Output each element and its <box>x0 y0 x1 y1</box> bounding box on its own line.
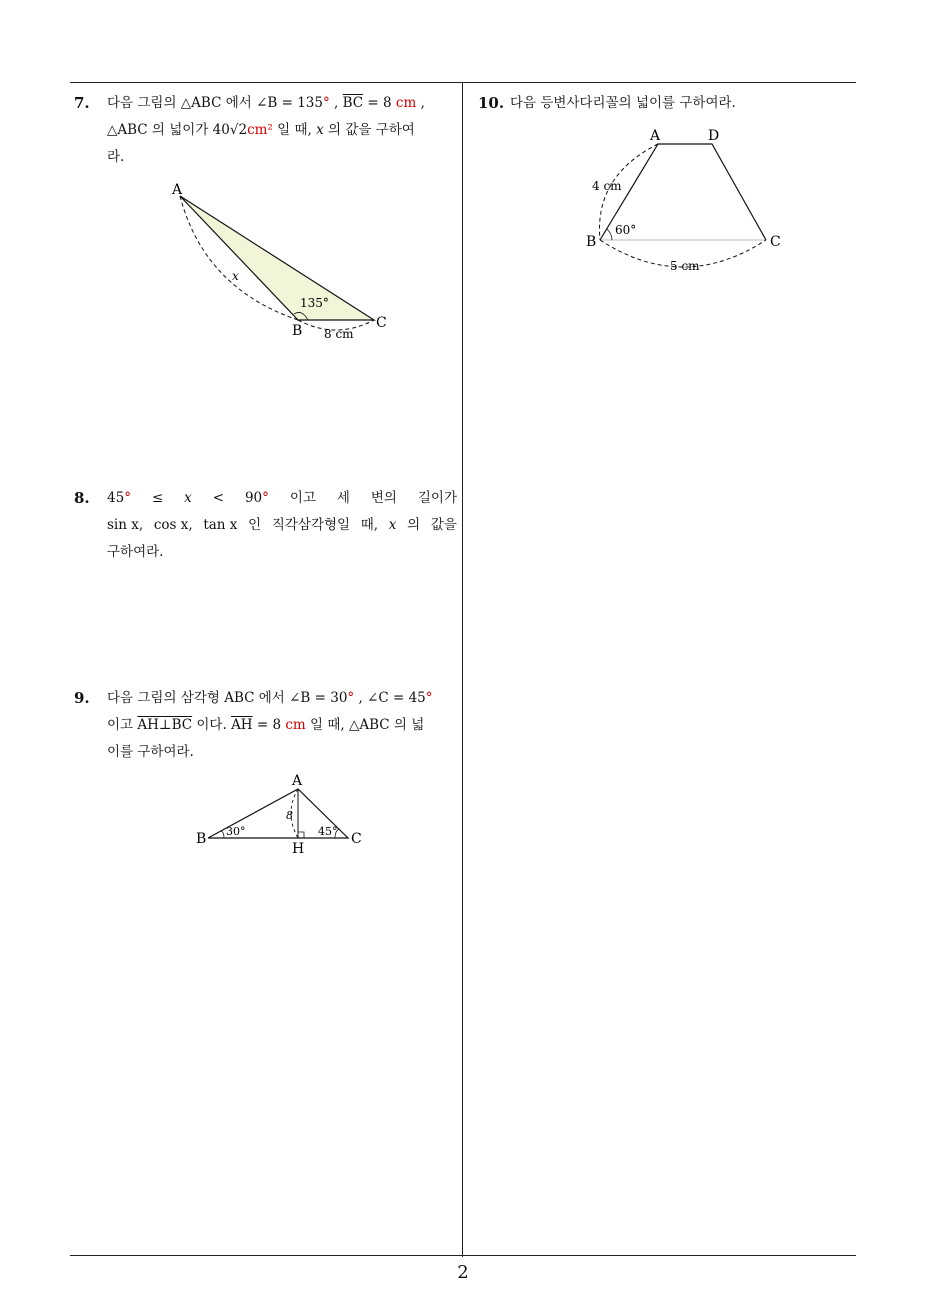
problem-text: 다음 등변사다리꼴의 넓이를 구하여라. <box>510 95 736 111</box>
label-d: D <box>708 128 720 144</box>
problem-line: 구하여라. <box>107 544 164 560</box>
problem-number: 9. <box>74 689 90 707</box>
triangle-figure-9 <box>194 773 374 855</box>
angle-label: 60° <box>615 223 637 237</box>
label-a: A <box>292 773 303 789</box>
triangle-figure-7 <box>164 178 394 348</box>
label-a: A <box>172 182 183 198</box>
problem-number: 8. <box>74 489 90 507</box>
angle-b-label: 30° <box>226 825 246 838</box>
side-x-label: x <box>232 269 239 283</box>
problem-line: 다음 그림의 △ABC 에서 ∠B = 135° , $\overline{BC} = 8$ cm , <box>107 95 425 111</box>
problem-line: 이고 AH⊥BC 이다. $\overline{AH} = 8$ cm 일 때, △ABC 의 넓 <box>107 717 425 733</box>
problem-text <box>107 485 457 566</box>
label-b: B <box>196 831 207 847</box>
problem-10 <box>478 90 848 290</box>
problem-line: △ABC 의 넓이가 40√2cm² 일 때, x 의 값을 구하여 <box>107 122 415 138</box>
problem-line: 이를 구하여라. <box>107 744 194 760</box>
height-label: 8 <box>286 809 293 822</box>
side-bc-label: 8 cm <box>324 327 354 341</box>
problem-text <box>107 685 457 766</box>
trapezoid-figure-10 <box>578 126 798 276</box>
problem-number: 10. <box>478 94 505 112</box>
label-c: C <box>376 315 387 331</box>
label-b: B <box>586 234 597 250</box>
problem-text <box>107 90 457 171</box>
page-number: 2 <box>457 1262 469 1283</box>
label-c: C <box>770 234 781 250</box>
problem-line: sin x, cos x, tan x 인 직각삼각형일 때, x 의 값을 <box>107 517 457 533</box>
problem-line: 라. <box>107 149 125 165</box>
triangle-abc <box>180 196 374 320</box>
label-b: B <box>292 323 303 339</box>
problem-number: 7. <box>74 94 90 112</box>
right-angle-mark <box>298 832 304 838</box>
angle-mark <box>607 229 612 240</box>
side-bc-label: 5 cm <box>670 259 700 273</box>
problem-8 <box>74 485 458 585</box>
column-divider <box>462 82 463 1257</box>
angle-mark-b <box>221 831 224 838</box>
label-c: C <box>351 831 362 847</box>
top-rule <box>70 82 856 83</box>
side-ab-label: 4 cm <box>592 179 622 193</box>
label-h: H <box>292 841 305 855</box>
angle-label: 135° <box>300 296 329 310</box>
bottom-rule <box>70 1255 856 1256</box>
problem-7 <box>74 90 458 450</box>
problem-9 <box>74 685 458 865</box>
problem-line: 다음 그림의 삼각형 ABC 에서 ∠B = 30° , ∠C = 45° <box>107 690 433 706</box>
problem-line: 45° ≤ x < 90° 이고 세 변의 길이가 <box>107 490 457 506</box>
label-a: A <box>650 128 661 144</box>
angle-c-label: 45° <box>318 825 338 838</box>
